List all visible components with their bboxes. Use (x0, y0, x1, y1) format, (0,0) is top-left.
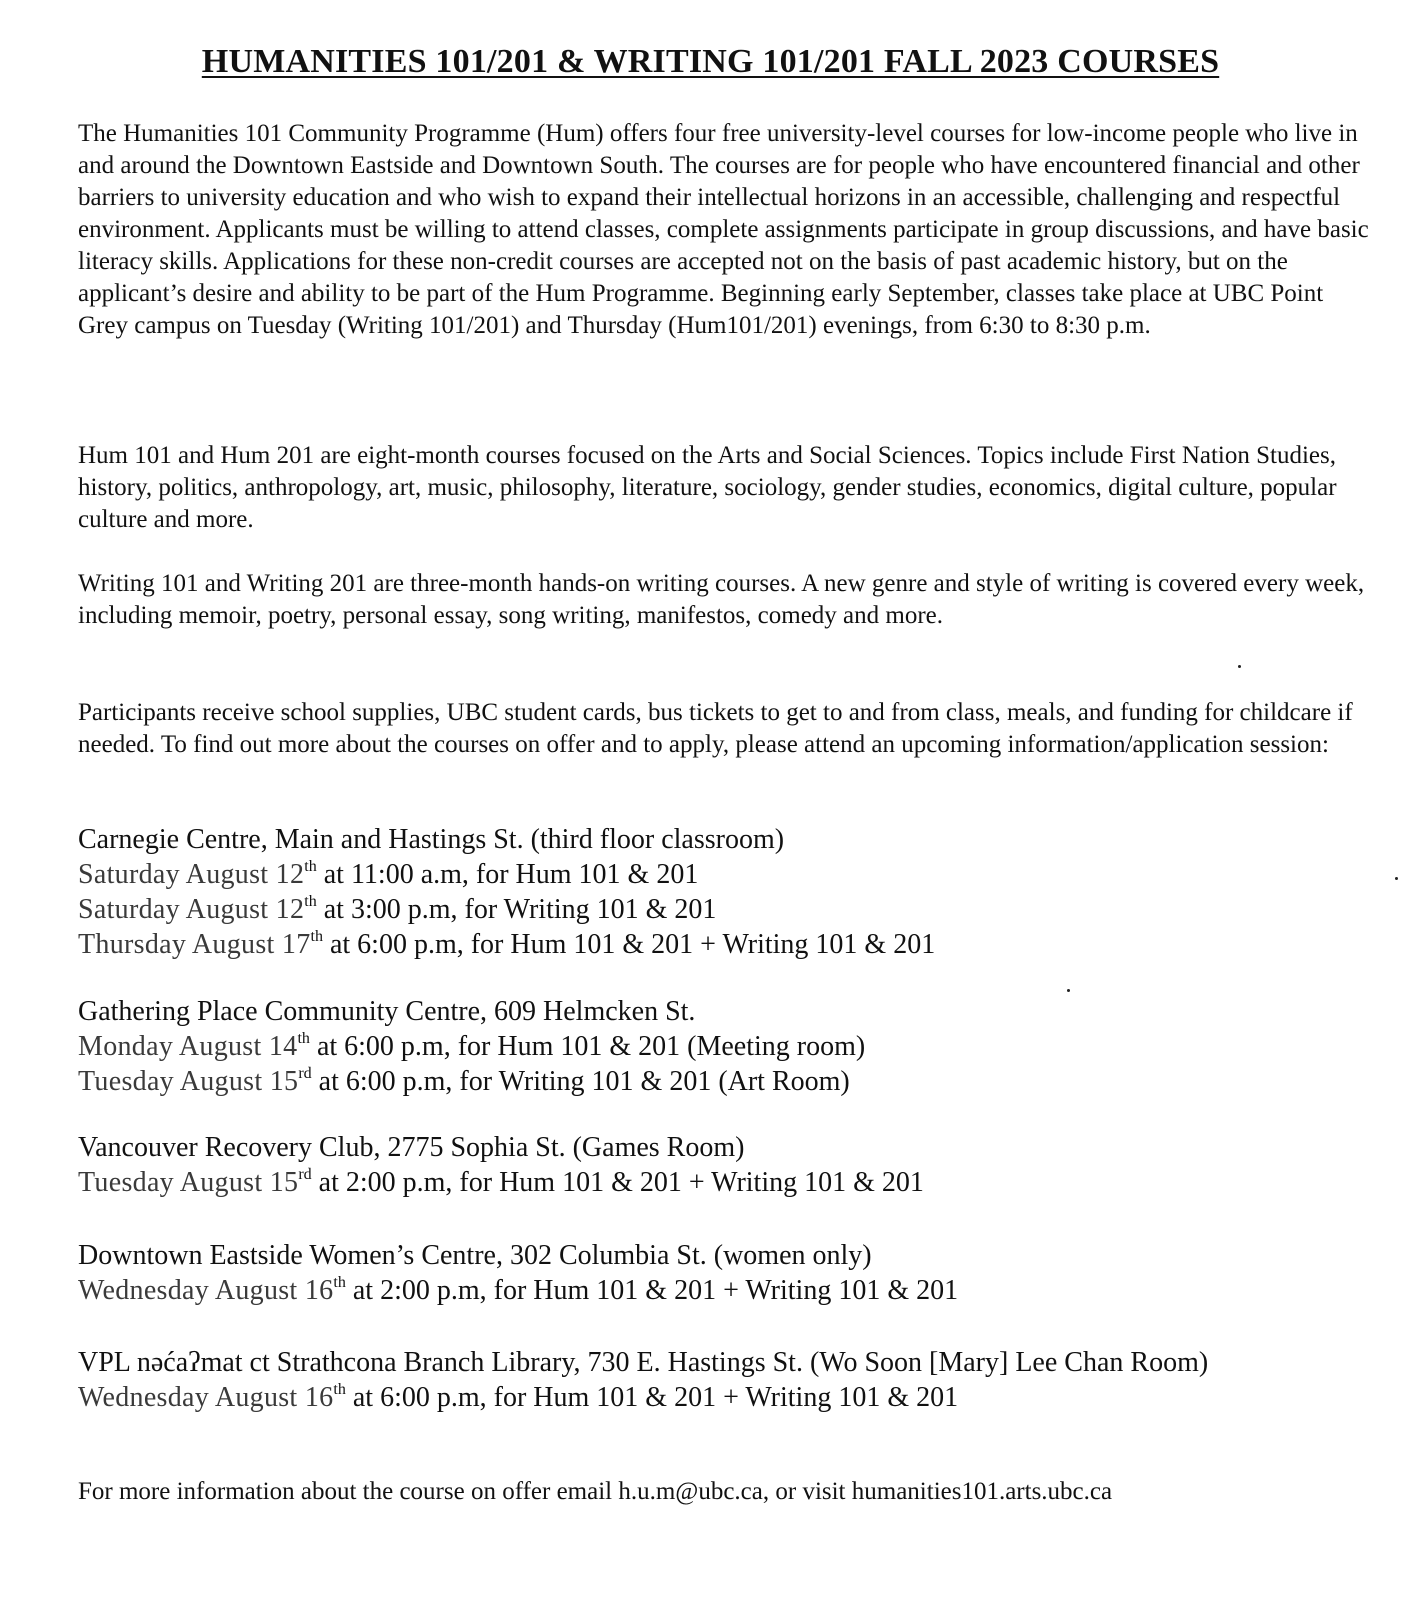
session-line (78, 1165, 1378, 1200)
location-carnegie-centre (78, 822, 1378, 962)
ordinal-suffix: rd (298, 1166, 312, 1183)
location-womens-centre (78, 1238, 1378, 1308)
session-details: at 6:00 p.m, for Writing 101 & 201 (Art Room) (311, 1066, 850, 1097)
writing-courses-paragraph: Writing 101 and Writing 201 are three-month hands-on writing courses. A new genre and style of writing is covered every week, including memoir, poetry, personal essay, song writing, manifestos, comedy and more. (78, 570, 1365, 629)
location-name: Vancouver Recovery Club, 2775 Sophia St. (Games Room) (78, 1132, 745, 1163)
session-details: at 2:00 p.m, for Hum 101 & 201 + Writing 101 & 201 (345, 1275, 959, 1306)
session-line (78, 1273, 1378, 1308)
intro-paragraph: The Humanities 101 Community Programme (Hum) offers four free university-level courses for low-income people who live in and around the Downtown Eastside and Downtown South. The courses are for people who have encountered financial and other barriers to university education and who wish to expand their intellectual horizons in an accessible, challenging and respectful environment. Applicants must be willing to attend classes, complete assignments participate in group discussions, and have basic literacy skills. Applications for these non-credit courses are accepted not on the basis of past academic history, but on the applicant’s desire and ability to be part of the Hum Programme. Beginning early September, classes take place at UBC Point Grey campus on Tuesday (Writing 101/201) and Thursday (Hum101/201) evenings, from 6:30 to 8:30 p.m. (78, 120, 1369, 339)
session-day: Tuesday August 15 (78, 1066, 299, 1097)
session-line (78, 927, 1378, 962)
location-name: VPL nəćaʔmat ct Strathcona Branch Library, 730 E. Hastings St. (Wo Soon [Mary] Lee Chan Room) (78, 1347, 1209, 1378)
ordinal-suffix: th (297, 1030, 310, 1047)
location-name: Gathering Place Community Centre, 609 Helmcken St. (78, 996, 696, 1027)
ordinal-suffix: th (310, 928, 323, 945)
session-details: at 2:00 p.m, for Hum 101 & 201 + Writing 101 & 201 (311, 1167, 924, 1198)
session-line (78, 1064, 1378, 1099)
location-strathcona-library (78, 1345, 1358, 1415)
session-day: Wednesday August 16 (78, 1382, 334, 1413)
session-line (78, 1029, 1378, 1064)
location-name: Downtown Eastside Women’s Centre, 302 Columbia St. (women only) (78, 1240, 872, 1271)
session-details: at 3:00 p.m, for Writing 101 & 201 (316, 894, 717, 925)
location-vancouver-recovery-club (78, 1130, 1378, 1200)
ordinal-suffix: th (304, 858, 317, 875)
participants-paragraph: Participants receive school supplies, UBC student cards, bus tickets to get to and from class, meals, and funding for childcare if needed. To find out more about the courses on offer and to apply, please attend an upcoming information/application session: (78, 699, 1353, 758)
session-day: Monday August 14 (78, 1031, 298, 1062)
session-day: Saturday August 12 (78, 894, 305, 925)
session-line (78, 1380, 1358, 1415)
session-details: at 6:00 p.m, for Hum 101 & 201 (Meeting room) (309, 1031, 866, 1062)
session-details: at 6:00 p.m, for Hum 101 & 201 + Writing 101 & 201 (345, 1382, 959, 1413)
scan-speck (1238, 665, 1241, 668)
session-day: Thursday August 17 (78, 929, 311, 960)
session-line (78, 892, 1378, 927)
contact-footer: For more information about the course on offer email h.u.m@ubc.ca, or visit humanities101.arts.ubc.ca (78, 1478, 1113, 1505)
scan-speck (1067, 989, 1070, 992)
page-title: HUMANITIES 101/201 & WRITING 101/201 FALL 2023 COURSES (201, 43, 1220, 80)
hum-courses-paragraph: Hum 101 and Hum 201 are eight-month courses focused on the Arts and Social Sciences. Topics include First Nation Studies, history, politics, anthropology, art, music, philosophy, literature, sociology, gender studies, economics, digital culture, popular culture and more. (78, 442, 1337, 533)
ordinal-suffix: rd (298, 1065, 312, 1082)
session-line (78, 857, 1378, 892)
ordinal-suffix: th (333, 1274, 346, 1291)
session-details: at 11:00 a.m, for Hum 101 & 201 (316, 859, 699, 890)
session-day: Tuesday August 15 (78, 1167, 299, 1198)
session-day: Saturday August 12 (78, 859, 305, 890)
session-day: Wednesday August 16 (78, 1275, 334, 1306)
scan-speck (1395, 877, 1398, 880)
location-name: Carnegie Centre, Main and Hastings St. (third floor classroom) (78, 824, 785, 855)
location-gathering-place (78, 994, 1378, 1099)
ordinal-suffix: th (333, 1381, 346, 1398)
session-details: at 6:00 p.m, for Hum 101 & 201 + Writing 101 & 201 (322, 929, 936, 960)
ordinal-suffix: th (304, 893, 317, 910)
